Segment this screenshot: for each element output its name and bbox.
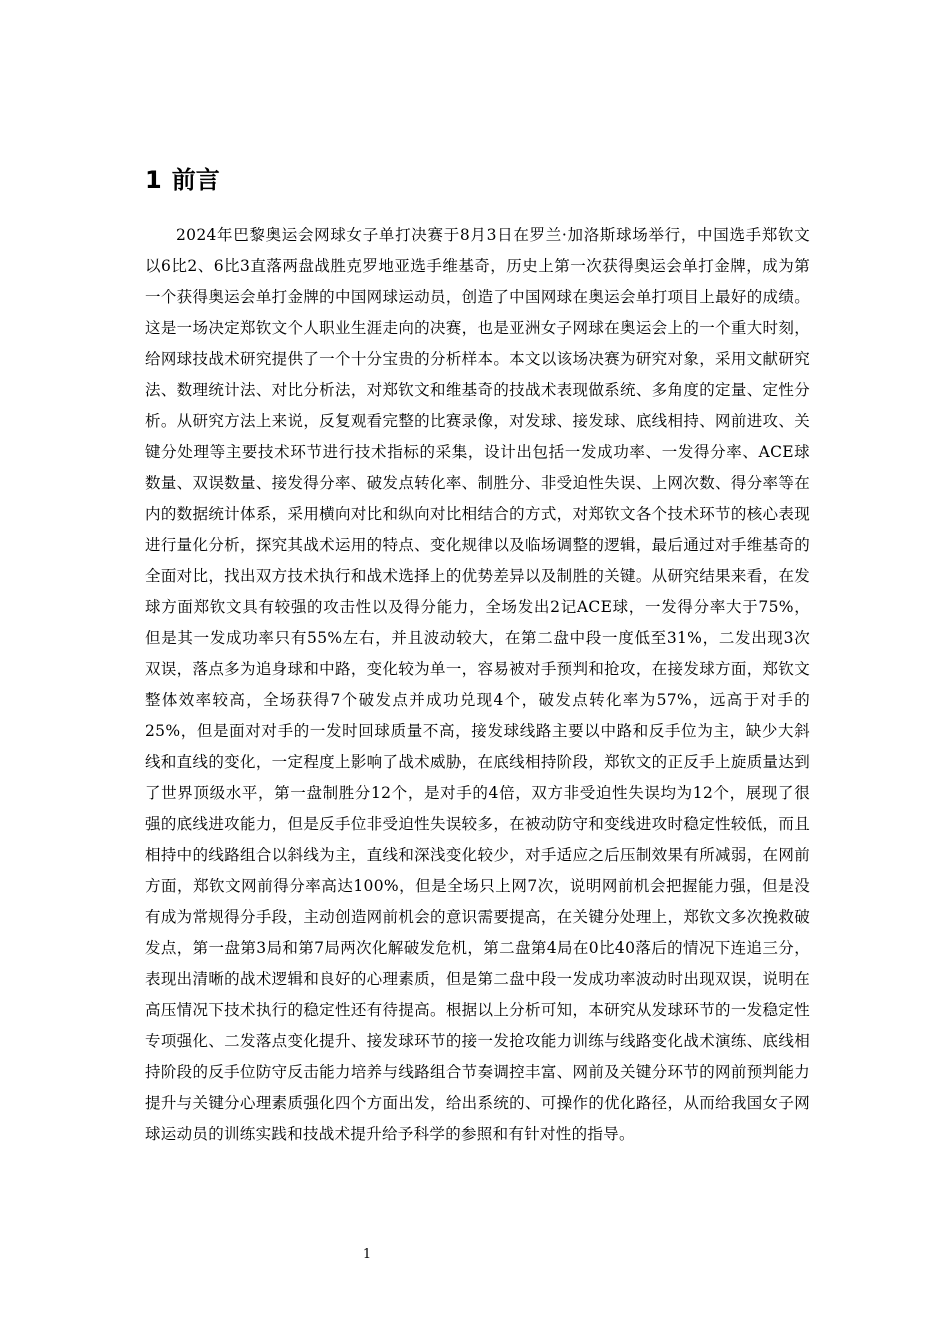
section-number: 1 <box>145 166 162 194</box>
section-heading <box>145 164 220 196</box>
page-number: 1 <box>362 1247 372 1262</box>
section-title: 前言 <box>171 166 220 194</box>
body-paragraph: 2024年巴黎奥运会网球女子单打决赛于8月3日在罗兰·加洛斯球场举行，中国选手郑钦文以6比2、6比3直落两盘战胜克罗地亚选手维基奇，历史上第一次获得奥运会单打金牌，成为第一个获得奥运会单打金牌的中国网球运动员，创造了中国网球在奥运会单打项目上最好的成绩。这是一场决定郑钦文个人职业生涯走向的决赛，也是亚洲女子网球在奥运会上的一个重大时刻，给网球技战术研究提供了一个十分宝贵的分析样本。本文以该场决赛为研究对象，采用文献研究法、数理统计法、对比分析法，对郑钦文和维基奇的技战术表现做系统、多角度的定量、定性分析。从研究方法上来说，反复观看完整的比赛录像，对发球、接发球、底线相持、网前进攻、关键分处理等主要技术环节进行技术指标的采集，设计出包括一发成功率、一发得分率、ACE球数量、双误数量、接发得分率、破发点转化率、制胜分、非受迫性失误、上网次数、得分率等在内的数据统计体系，采用横向对比和纵向对比相结合的方式，对郑钦文各个技术环节的核心表现进行量化分析，探究其战术运用的特点、变化规律以及临场调整的逻辑，最后通过对手维基奇的全面对比，找出双方技术执行和战术选择上的优势差异以及制胜的关键。从研究结果来看，在发球方面郑钦文具有较强的攻击性以及得分能力，全场发出2记ACE球，一发得分率大于75%，但是其一发成功率只有55%左右，并且波动较大，在第二盘中段一度低至31%，二发出现3次双误，落点多为追身球和中路，变化较为单一，容易被对手预判和抢攻，在接发球方面，郑钦文整体效率较高，全场获得7个破发点并成功兑现4个，破发点转化率为57%，远高于对手的25%，但是面对对手的一发时回球质量不高，接发球线路主要以中路和反手位为主，缺少大斜线和直线的变化，一定程度上影响了战术威胁，在底线相持阶段，郑钦文的正反手上旋质量达到了世界顶级水平，第一盘制胜分12个，是对手的4倍，双方非受迫性失误均为12个，展现了很强的底线进攻能力，但是反手位非受迫性失误较多，在被动防守和变线进攻时稳定性较低，而且相持中的线路组合以斜线为主，直线和深浅变化较少，对手适应之后压制效果有所减弱，在网前方面，郑钦文网前得分率高达100%，但是全场只上网7次，说明网前机会把握能力强，但是没有成为常规得分手段，主动创造网前机会的意识需要提高，在关键分处理上，郑钦文多次挽救破发点，第一盘第3局和第7局两次化解破发危机，第二盘第4局在0比40落后的情况下连追三分，表现出清晰的战术逻辑和良好的心理素质，但是第二盘中段一发成功率波动时出现双误，说明在高压情况下技术执行的稳定性还有待提高。根据以上分析可知，本研究从发球环节的一发稳定性专项强化、二发落点变化提升、接发球环节的接一发抢攻能力训练与线路变化战术演练、底线相持阶段的反手位防守反击能力培养与线路组合节奏调控丰富、网前及关键分环节的网前预判能力提升与关键分心理素质强化四个方面出发，给出系统的、可操作的优化路径，从而给我国女子网球运动员的训练实践和技战术提升给予科学的参照和有针对性的指导。 <box>145 226 810 1143</box>
